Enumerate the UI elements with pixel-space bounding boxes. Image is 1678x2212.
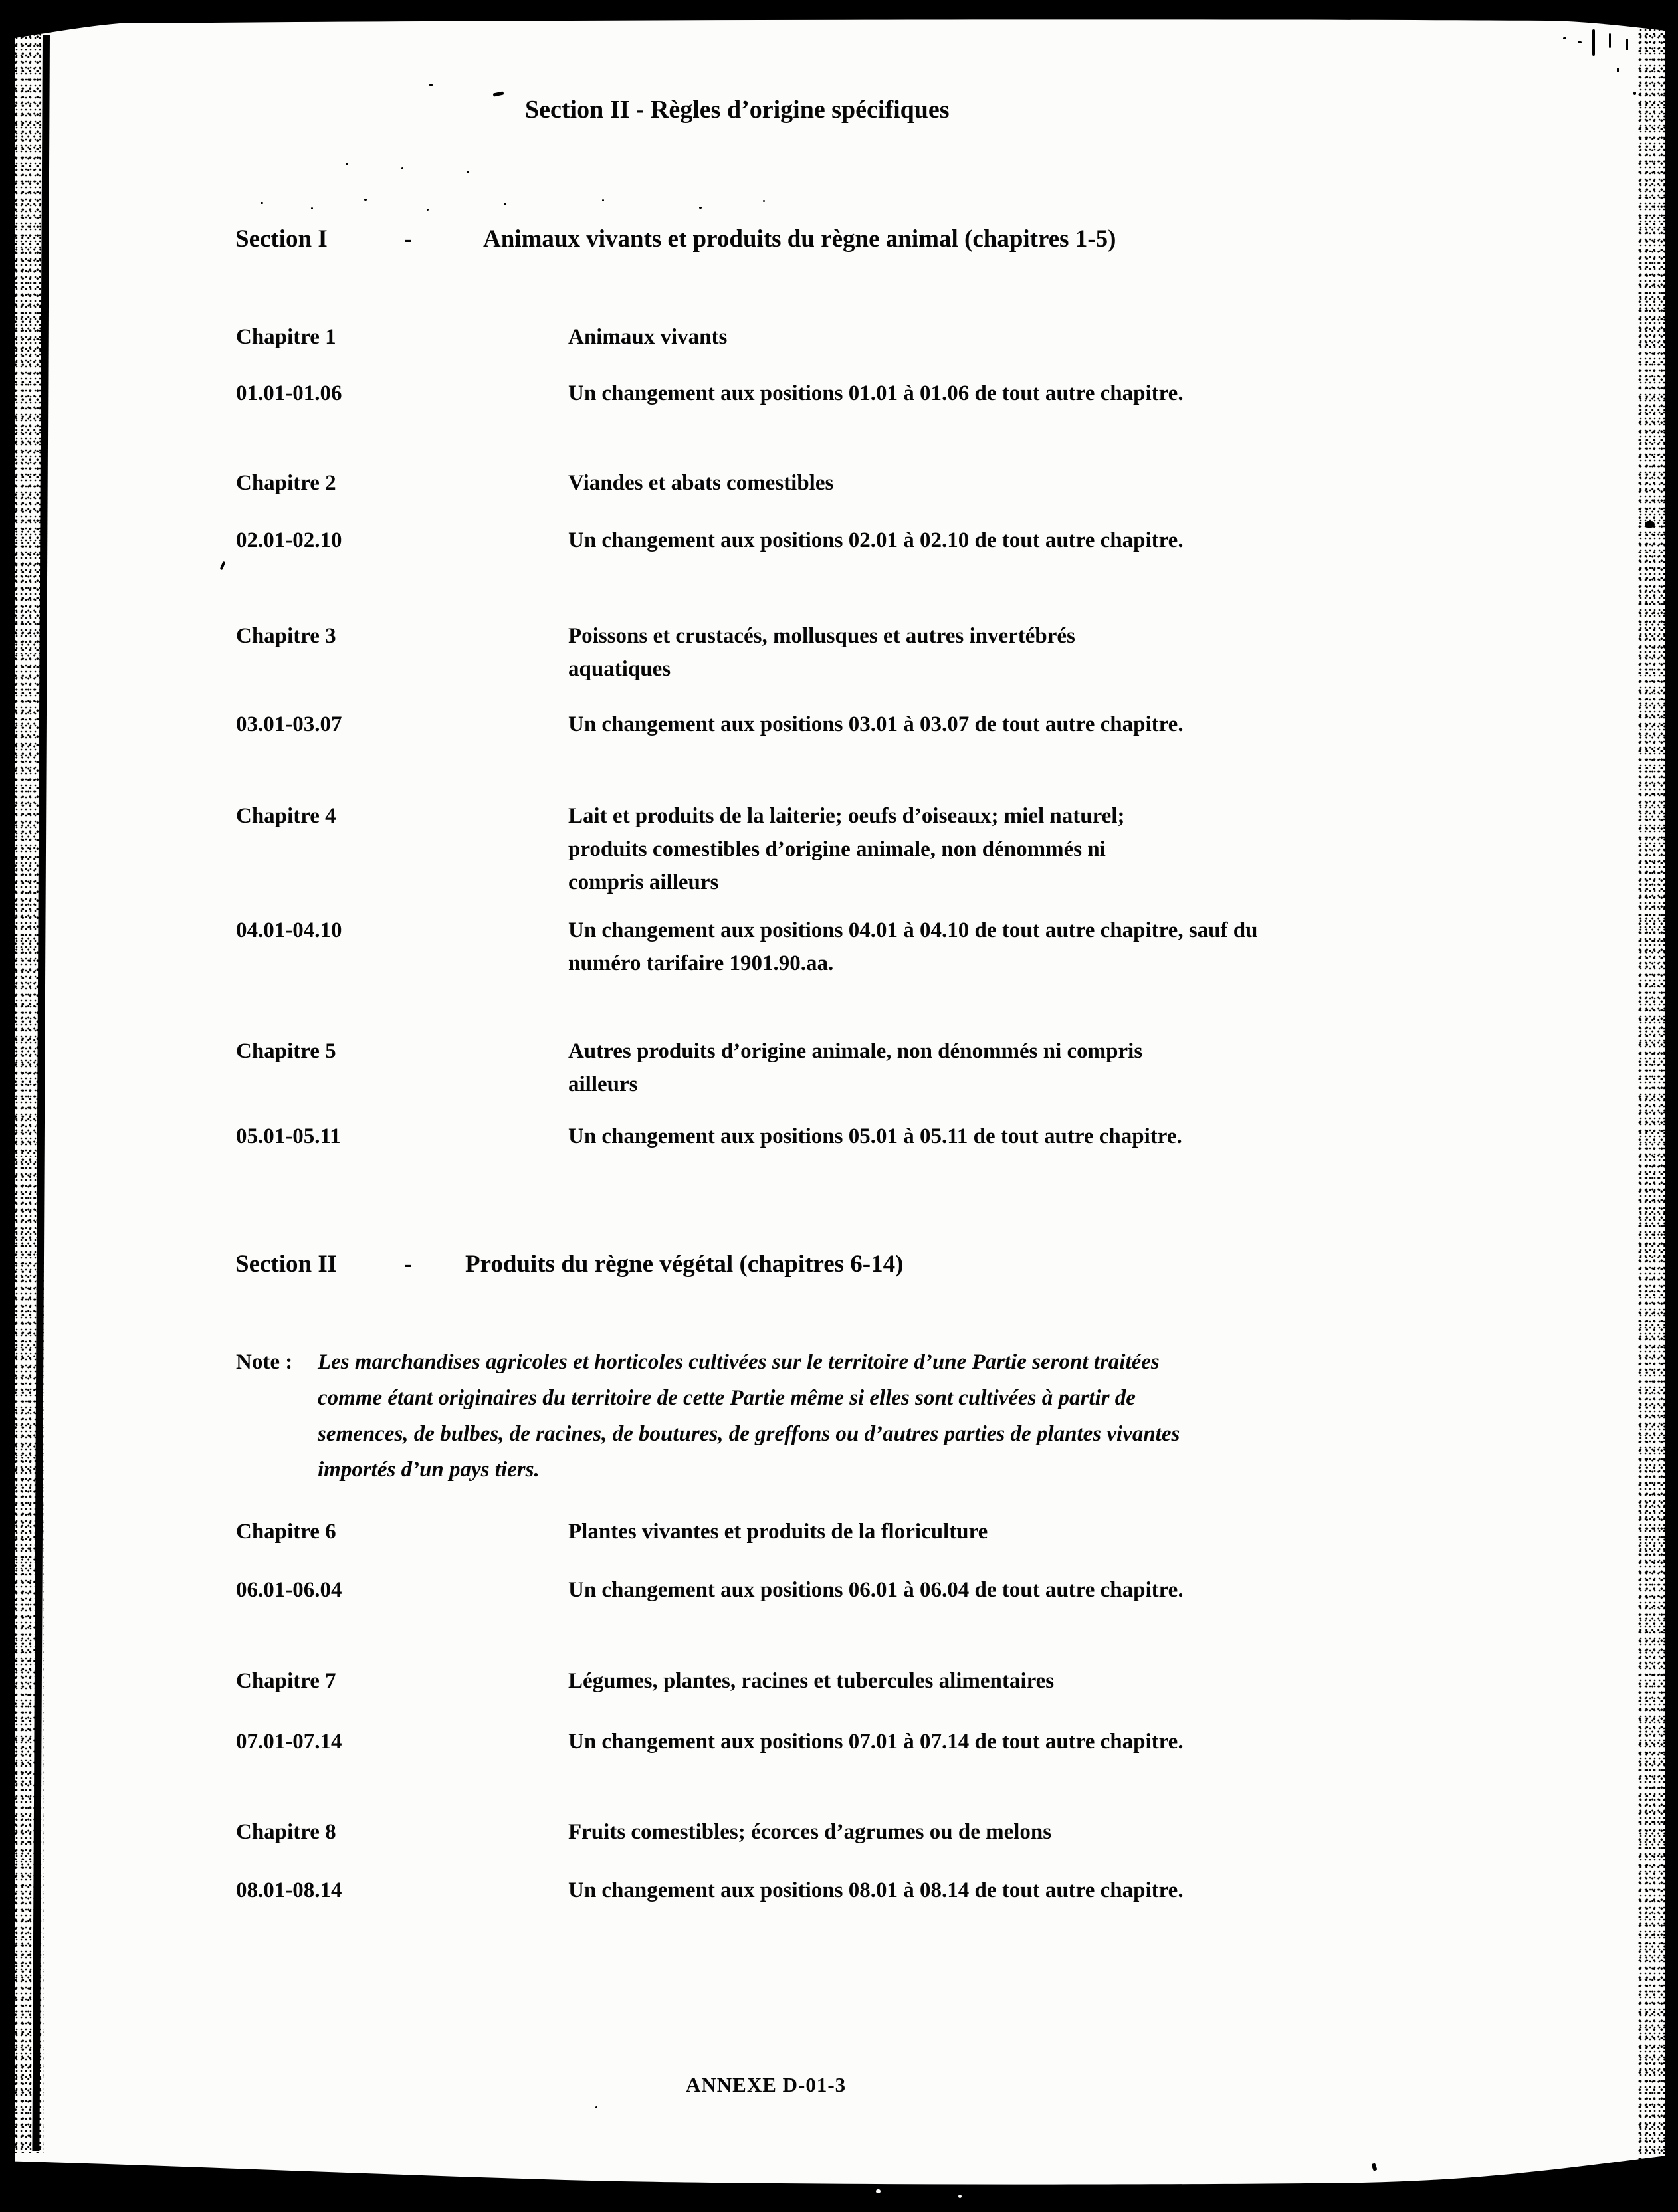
scan-speck xyxy=(467,171,469,173)
origin-rule: Un changement aux positions 06.01 à 06.04 de tout autre chapitre. xyxy=(568,1578,1184,1602)
chapter-title: Animaux vivants xyxy=(568,325,728,349)
chapter-label: Chapitre 1 xyxy=(236,325,336,349)
chapter-label: Chapitre 7 xyxy=(236,1669,336,1693)
scan-left-edge-bar xyxy=(0,0,15,2212)
origin-rule: Un changement aux positions 03.01 à 03.07 de tout autre chapitre. xyxy=(568,712,1184,736)
scan-speck xyxy=(311,207,313,209)
note-label: Note : xyxy=(236,1350,293,1374)
scan-speck xyxy=(504,203,506,205)
scan-right-edge-bar xyxy=(1665,0,1678,2212)
scan-speck xyxy=(699,207,702,209)
positions-range: 01.01-01.06 xyxy=(236,381,342,405)
chapter-title: Légumes, plantes, racines et tubercules alimentaires xyxy=(568,1669,1055,1693)
section-1-heading: Animaux vivants et produits du règne animal (chapitres 1-5) xyxy=(483,225,1116,252)
footer-annex-label: ANNEXE D-01-3 xyxy=(686,2073,847,2096)
section-1-label: Section I xyxy=(235,225,328,252)
chapter-title: Lait et produits de la laiterie; oeufs d’oiseaux; miel naturel; produits comestibles d’origine animale, non dénommés ni compris ailleurs xyxy=(568,804,1125,894)
scan-speck xyxy=(1563,37,1566,39)
scan-speck xyxy=(763,200,765,202)
positions-range: 03.01-03.07 xyxy=(236,712,342,736)
section-1-dash: - xyxy=(404,225,413,252)
origin-rule: Un changement aux positions 05.01 à 05.11 de tout autre chapitre. xyxy=(568,1124,1182,1148)
scan-speck xyxy=(401,167,403,169)
scan-speck xyxy=(1645,521,1655,528)
scan-speck xyxy=(261,202,263,204)
scan-top-band xyxy=(0,0,1678,43)
chapter-title: Plantes vivantes et produits de la floriculture xyxy=(568,1520,988,1544)
scan-speck xyxy=(1578,41,1582,43)
chapter-label: Chapitre 3 xyxy=(236,624,336,648)
scan-speck xyxy=(1633,92,1636,95)
positions-range: 04.01-04.10 xyxy=(236,918,342,942)
scan-speck xyxy=(1609,33,1611,48)
scan-speck xyxy=(602,199,604,201)
origin-rule: Un changement aux positions 08.01 à 08.14 de tout autre chapitre. xyxy=(568,1878,1184,1902)
section-2-dash: - xyxy=(404,1251,413,1278)
scan-speck xyxy=(1626,39,1628,50)
page-title: Section II - Règles d’origine spécifiques xyxy=(525,96,950,124)
chapter-label: Chapitre 5 xyxy=(236,1039,336,1063)
chapter-label: Chapitre 2 xyxy=(236,471,336,495)
chapter-title: Autres produits d’origine animale, non dénommés ni compris ailleurs xyxy=(568,1039,1143,1096)
section-2-heading: Produits du règne végétal (chapitres 6-14) xyxy=(465,1251,904,1278)
positions-range: 06.01-06.04 xyxy=(236,1578,342,1602)
section-2-label: Section II xyxy=(235,1251,338,1278)
chapter-title: Fruits comestibles; écorces d’agrumes ou de melons xyxy=(568,1820,1052,1844)
scan-speck-white xyxy=(958,2195,962,2198)
chapter-label: Chapitre 6 xyxy=(236,1520,336,1544)
scan-speck xyxy=(1617,68,1619,72)
scan-right-edge-noise xyxy=(1637,13,1667,2169)
positions-range: 07.01-07.14 xyxy=(236,1730,342,1754)
origin-rule: Un changement aux positions 07.01 à 07.14 de tout autre chapitre. xyxy=(568,1730,1184,1754)
scan-bottom-band xyxy=(0,2152,1678,2212)
scan-speck xyxy=(427,209,429,211)
chapter-title: Viandes et abats comestibles xyxy=(568,471,834,495)
scan-speck xyxy=(346,163,348,165)
chapter-title: Poissons et crustacés, mollusques et autres invertébrés aquatiques xyxy=(568,624,1075,681)
scan-speck xyxy=(364,199,367,201)
origin-rule: Un changement aux positions 02.01 à 02.10 de tout autre chapitre. xyxy=(568,528,1184,552)
note-text: Les marchandises agricoles et horticoles cultivées sur le territoire d’une Partie seront traitées comme étant originaires du territoire de cette Partie même si elles sont cultivées à partir de semences, de bulbes, de racines, de boutures, de greffons ou d’autres parties de plantes vivantes importés d’un pays tiers. xyxy=(318,1350,1180,1482)
origin-rule: Un changement aux positions 04.01 à 04.10 de tout autre chapitre, sauf du numéro tarifaire 1901.90.aa. xyxy=(568,918,1258,975)
scan-speck xyxy=(429,84,433,86)
scan-speck xyxy=(595,2106,597,2108)
scan-speck-white xyxy=(876,2189,881,2193)
positions-range: 08.01-08.14 xyxy=(236,1878,342,1902)
positions-range: 05.01-05.11 xyxy=(236,1124,341,1148)
positions-range: 02.01-02.10 xyxy=(236,528,342,552)
chapter-label: Chapitre 8 xyxy=(236,1820,336,1844)
scan-speck xyxy=(1592,29,1595,56)
chapter-label: Chapitre 4 xyxy=(236,804,336,828)
origin-rule: Un changement aux positions 01.01 à 01.06 de tout autre chapitre. xyxy=(568,381,1184,405)
